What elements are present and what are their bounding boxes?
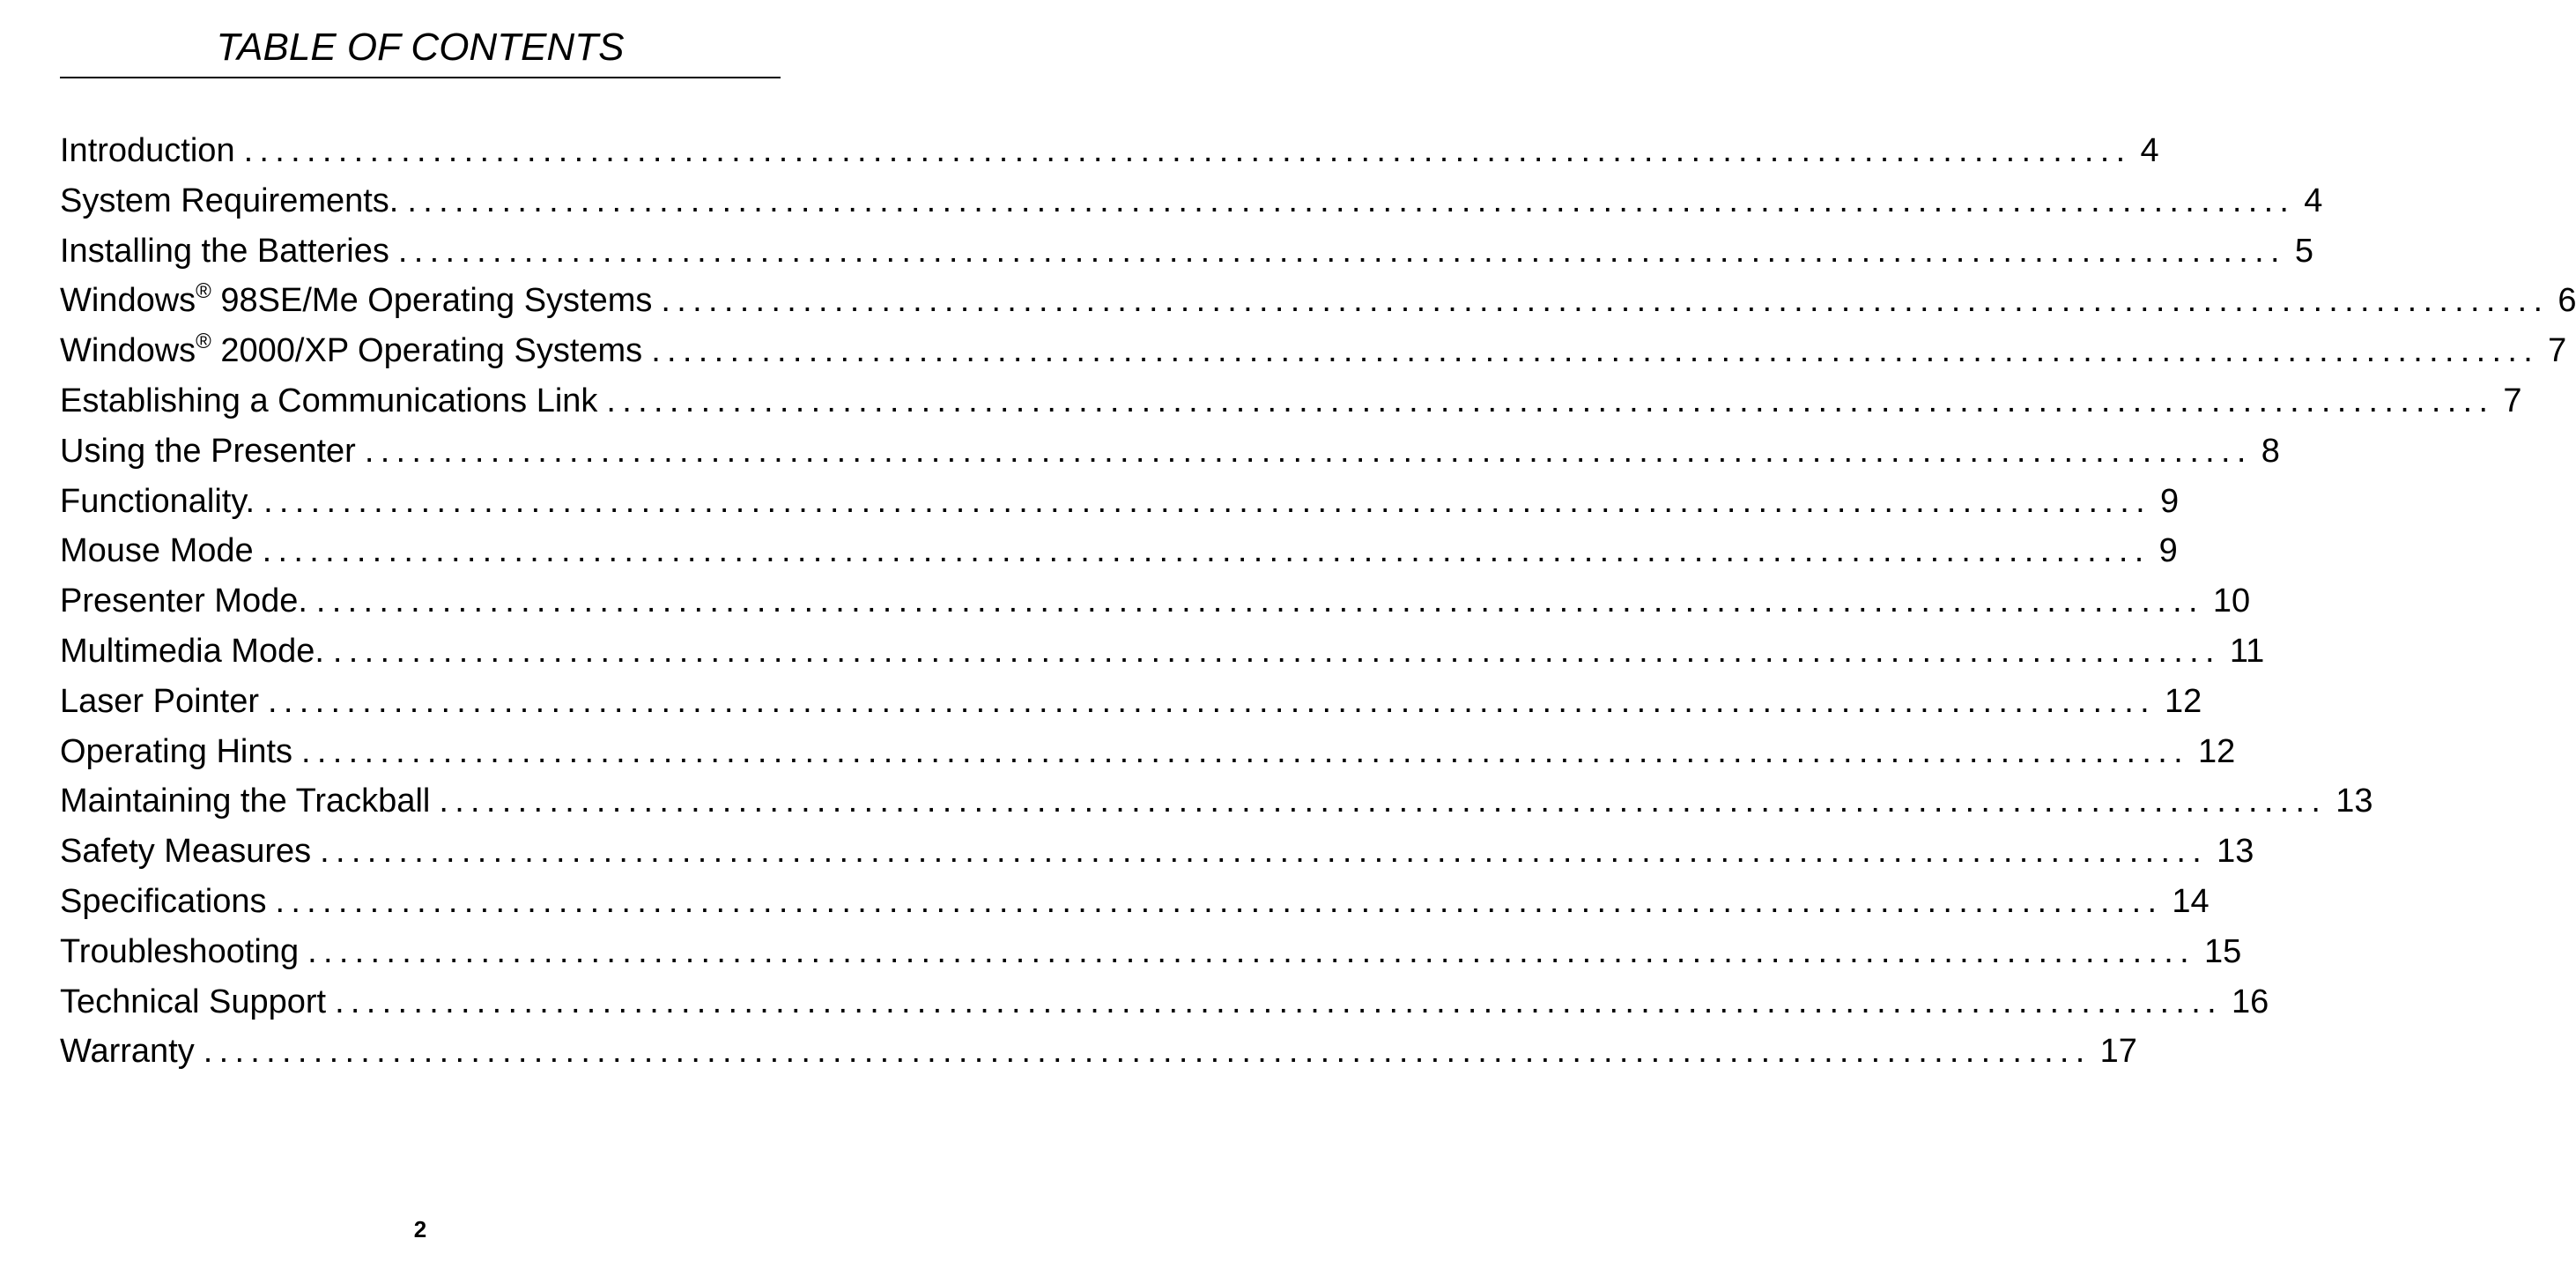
toc-entry-label: Specifications <box>60 882 267 920</box>
toc-entry-page: 5 <box>2294 232 2313 270</box>
toc-entry-label: Operating Hints <box>60 732 293 770</box>
dot-leader: ........................................................................................................................ <box>301 732 2189 770</box>
toc-entry-page: 14 <box>2172 882 2210 920</box>
title-divider <box>60 77 781 78</box>
toc-entry[interactable] <box>60 427 2280 477</box>
dot-leader: ........................................................................................................................ <box>332 632 2221 670</box>
dot-leader: ........................................................................................................................ <box>243 132 2132 169</box>
table-of-contents <box>60 126 2576 1077</box>
toc-entry-page: 15 <box>2204 932 2242 970</box>
toc-entry-label: Using the Presenter <box>60 432 356 470</box>
dot-leader: ........................................................................................................................ <box>651 332 2540 370</box>
registered-mark: ® <box>196 329 211 353</box>
toc-entry-label-main: Windows <box>60 332 196 370</box>
toc-entry-label: Troubleshooting <box>60 932 300 970</box>
toc-entry[interactable] <box>60 1027 2137 1077</box>
dot-leader: ........................................................................................................................ <box>397 232 2286 270</box>
toc-entry-page: 10 <box>2212 582 2251 620</box>
toc-entry-label: Establishing a Communications Link <box>60 382 598 419</box>
toc-entry-label: System Requirements. <box>60 182 399 219</box>
toc-entry-label: Safety Measures <box>60 833 312 871</box>
toc-entry-page: 13 <box>2335 783 2373 820</box>
toc-entry-label: Mouse Mode <box>60 532 254 570</box>
toc-entry[interactable] <box>60 276 2576 326</box>
toc-entry[interactable] <box>60 226 2313 277</box>
toc-entry-page: 12 <box>2164 682 2202 720</box>
toc-entry-label-rest: 98SE/Me Operating Systems <box>211 282 653 320</box>
toc-entry-page: 4 <box>2140 132 2159 169</box>
toc-entry-label: Laser Pointer <box>60 682 260 720</box>
toc-entry-label: Presenter Mode. <box>60 582 307 620</box>
toc-entry[interactable] <box>60 776 2373 827</box>
toc-entry-label <box>60 326 642 376</box>
toc-entry[interactable] <box>60 477 2180 527</box>
toc-entry[interactable] <box>60 376 2522 427</box>
dot-leader: ........................................................................................................................ <box>407 182 2296 219</box>
toc-entry-label: Functionality. <box>60 482 255 520</box>
dot-leader: ........................................................................................................................ <box>439 783 2328 820</box>
toc-entry-page: 13 <box>2217 833 2254 871</box>
toc-entry-label-main: Windows <box>60 282 196 320</box>
toc-entry-page: 12 <box>2197 732 2236 770</box>
page-title: TABLE OF CONTENTS <box>216 26 625 69</box>
toc-entry[interactable] <box>60 977 2269 1027</box>
toc-entry-label: Technical Support <box>60 983 327 1020</box>
toc-entry-label: Installing the Batteries <box>60 232 389 270</box>
dot-leader: ........................................................................................................................ <box>661 282 2550 320</box>
dot-leader: ........................................................................................................................ <box>268 682 2156 720</box>
toc-entry-page: 8 <box>2261 432 2280 470</box>
toc-entry[interactable] <box>60 677 2202 727</box>
toc-entry-label <box>60 276 652 326</box>
toc-entry-label: Maintaining the Trackball <box>60 783 431 820</box>
toc-entry[interactable] <box>60 576 2251 627</box>
toc-entry[interactable] <box>60 877 2210 927</box>
toc-entry-page: 4 <box>2304 182 2323 219</box>
toc-entry[interactable] <box>60 126 2159 176</box>
toc-entry[interactable] <box>60 176 2323 226</box>
dot-leader: ........................................................................................................................ <box>315 582 2204 620</box>
toc-entry[interactable] <box>60 827 2254 877</box>
dot-leader: ........................................................................................................................ <box>307 932 2196 970</box>
toc-entry-page: 11 <box>2229 632 2265 670</box>
dot-leader: ........................................................................................................................ <box>275 882 2164 920</box>
toc-entry-label: Multimedia Mode. <box>60 632 324 670</box>
toc-entry-page: 7 <box>2503 382 2522 419</box>
toc-entry-page: 17 <box>2099 1033 2137 1071</box>
dot-leader: ........................................................................................................................ <box>606 382 2495 419</box>
toc-entry[interactable] <box>60 526 2178 576</box>
toc-entry-page: 9 <box>2158 532 2178 570</box>
toc-entry-label-rest: 2000/XP Operating Systems <box>211 332 643 370</box>
toc-entry[interactable] <box>60 727 2236 777</box>
toc-entry[interactable] <box>60 927 2242 977</box>
dot-leader: ........................................................................................................................ <box>203 1033 2091 1071</box>
dot-leader: ........................................................................................................................ <box>335 983 2223 1020</box>
toc-entry-page: 7 <box>2548 332 2567 370</box>
toc-entry[interactable] <box>60 627 2265 677</box>
toc-entry-label: Warranty <box>60 1033 195 1071</box>
toc-entry-page: 6 <box>2557 282 2576 320</box>
toc-entry[interactable] <box>60 326 2567 376</box>
toc-entry-page: 9 <box>2159 482 2180 520</box>
dot-leader: ........................................................................................................................ <box>320 833 2209 871</box>
dot-leader: ........................................................................................................................ <box>263 482 2151 520</box>
toc-entry-label: Introduction <box>60 132 235 169</box>
registered-mark: ® <box>196 278 211 303</box>
dot-leader: ........................................................................................................................ <box>364 432 2253 470</box>
toc-entry-page: 16 <box>2232 983 2269 1020</box>
page-number: 2 <box>413 1216 427 1242</box>
dot-leader: ........................................................................................................................ <box>262 532 2150 570</box>
